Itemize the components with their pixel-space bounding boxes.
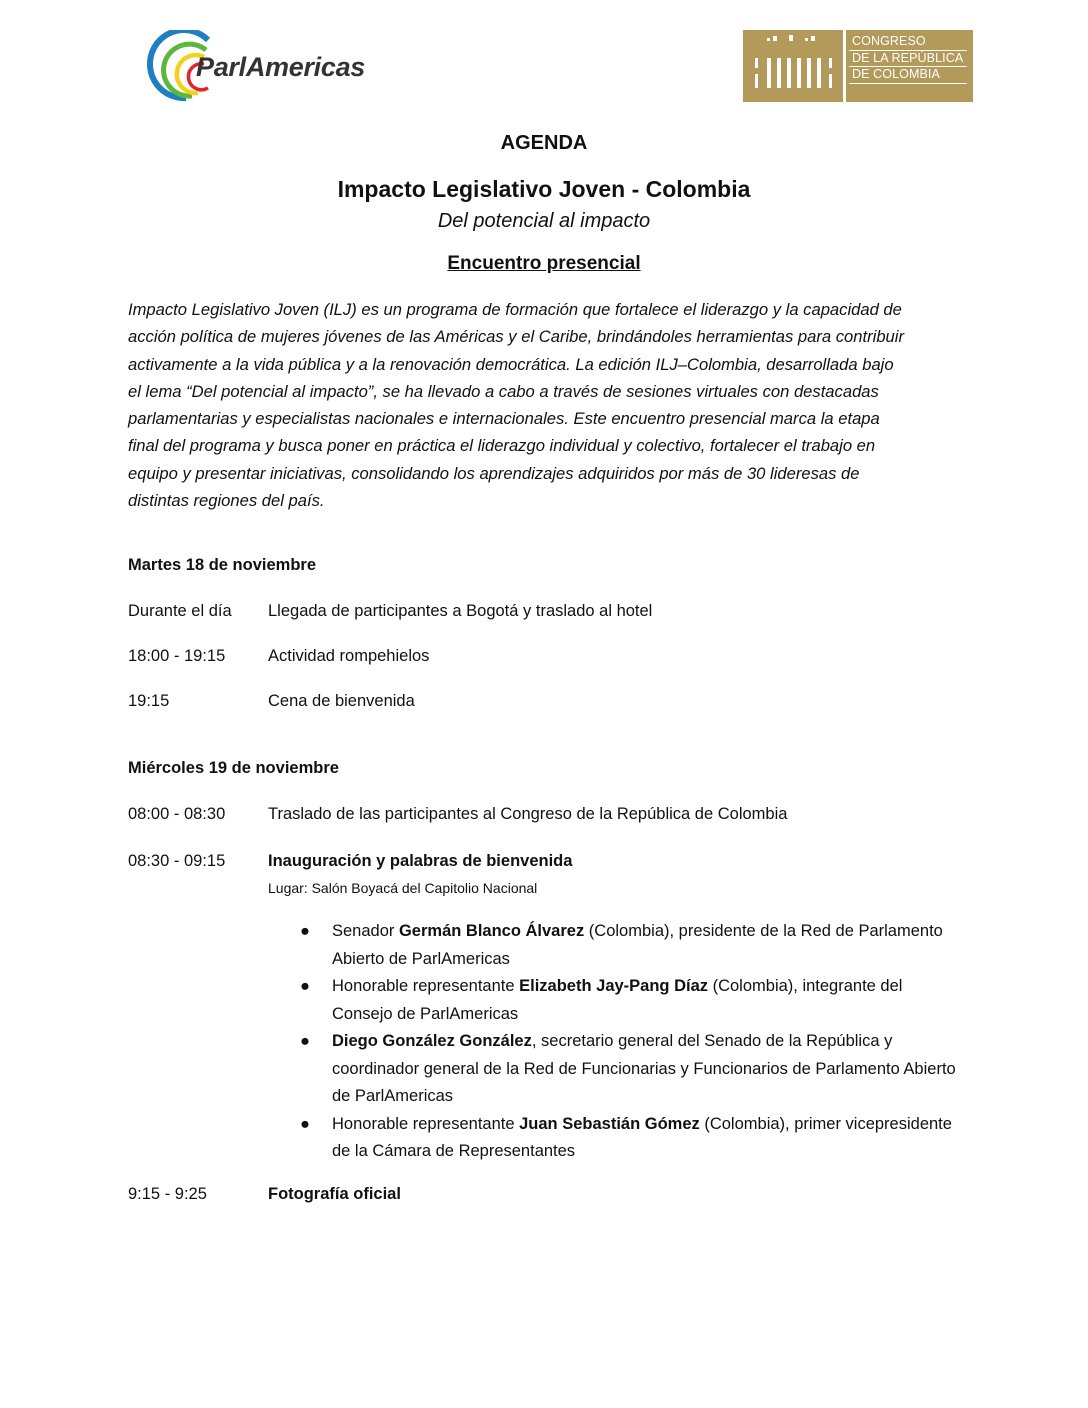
- intro-line: final del programa y busca poner en práctica el liderazgo individual y colectivo, fortalecer el trabajo en: [128, 436, 876, 456]
- day-heading: Miércoles 19 de noviembre: [128, 759, 339, 777]
- agenda-activity: Cena de bienvenida: [268, 692, 415, 710]
- speaker-name: Diego González González: [332, 1032, 532, 1050]
- speaker-item: ● Diego González González, secretario general del Senado de la República y coordinador general de la Red de Funcionarias y Funcionarios de Parlamento Abierto de ParlAmericas: [300, 1028, 960, 1111]
- page-subtitle: Del potencial al impacto: [437, 210, 651, 232]
- intro-line: Impacto Legislativo Joven (ILJ) es un programa de formación que fortalece el liderazgo y la capacidad de: [128, 300, 902, 319]
- intro-line: el lema “Del potencial al impacto”, se ha llevado a cabo a través de sesiones virtuales con destacadas: [128, 381, 879, 401]
- agenda-time: 19:15: [128, 692, 170, 710]
- intro-line: parlamentarias y especialistas nacionales e internacionales. Este encuentro presencial marca la etapa: [128, 409, 880, 429]
- bullet-icon: ●: [300, 922, 310, 940]
- agenda-activity: Actividad rompehielos: [268, 647, 430, 665]
- bullet-icon: ●: [300, 977, 310, 995]
- agenda-time: 08:30 - 09:15: [128, 852, 226, 870]
- agenda-location: Lugar: Salón Boyacá del Capitolio Nacional: [268, 880, 538, 896]
- speaker-name: Germán Blanco Álvarez: [398, 922, 585, 940]
- page-title: Impacto Legislativo Joven - Colombia: [337, 176, 751, 202]
- congreso-line-1: CONGRESO: [849, 34, 967, 51]
- speaker-name: Juan Sebastián Gómez: [519, 1114, 700, 1133]
- agenda-time: 9:15 - 9:25: [128, 1185, 207, 1203]
- logo-divider: [843, 30, 846, 102]
- bullet-icon: ●: [300, 1032, 310, 1050]
- bullet-icon: ●: [300, 1114, 310, 1133]
- speaker-list: [300, 918, 960, 1166]
- speaker-name: Elizabeth Jay-Pang Díaz: [519, 977, 709, 995]
- agenda-activity: Llegada de participantes a Bogotá y traslado al hotel: [268, 602, 653, 620]
- intro-line: distintas regiones del país.: [128, 491, 325, 511]
- parlamericas-logo: [146, 30, 396, 102]
- intro-line: acción política de mujeres jóvenes de las Américas y el Caribe, brindándoles herramientas para contribuir: [128, 327, 904, 347]
- section-heading: Encuentro presencial: [447, 253, 641, 274]
- agenda-time: 08:00 - 08:30: [128, 805, 226, 823]
- speaker-item: ● Honorable representante Juan Sebastián Gómez (Colombia), primer vicepresidente de la Cámara de Representantes: [300, 1111, 960, 1166]
- congreso-line-3: DE COLOMBIA: [849, 67, 967, 84]
- agenda-time: 18:00 - 19:15: [128, 647, 226, 665]
- speaker-item: ● Senador Germán Blanco Álvarez (Colombia), presidente de la Red de Parlamento Abierto de ParlAmericas: [300, 918, 960, 973]
- day-heading: Martes 18 de noviembre: [128, 556, 316, 574]
- agenda-activity: Traslado de las participantes al Congreso de la República de Colombia: [268, 805, 788, 823]
- intro-line: activamente a la vida pública y a la renovación democrática. La edición ILJ–Colombia, desarrollada bajo: [128, 354, 894, 374]
- capitol-columns-icon: [743, 30, 843, 102]
- congreso-logo: [743, 30, 973, 102]
- speaker-item: ● Honorable representante Elizabeth Jay-Pang Díaz (Colombia), integrante del Consejo de ParlAmericas: [300, 973, 960, 1028]
- agenda-time: Durante el día: [128, 602, 232, 620]
- agenda-activity: Fotografía oficial: [268, 1185, 401, 1203]
- parlamericas-wordmark: ParlAmericas: [196, 52, 366, 82]
- agenda-activity: Inauguración y palabras de bienvenida: [268, 852, 573, 870]
- congreso-line-2: DE LA REPÚBLICA: [849, 51, 967, 68]
- intro-line: equipo y presentar iniciativas, consolidando los aprendizajes adquiridos por más de 30 lideresas de: [128, 463, 860, 483]
- agenda-heading: AGENDA: [500, 132, 588, 154]
- intro-paragraph: [128, 296, 963, 514]
